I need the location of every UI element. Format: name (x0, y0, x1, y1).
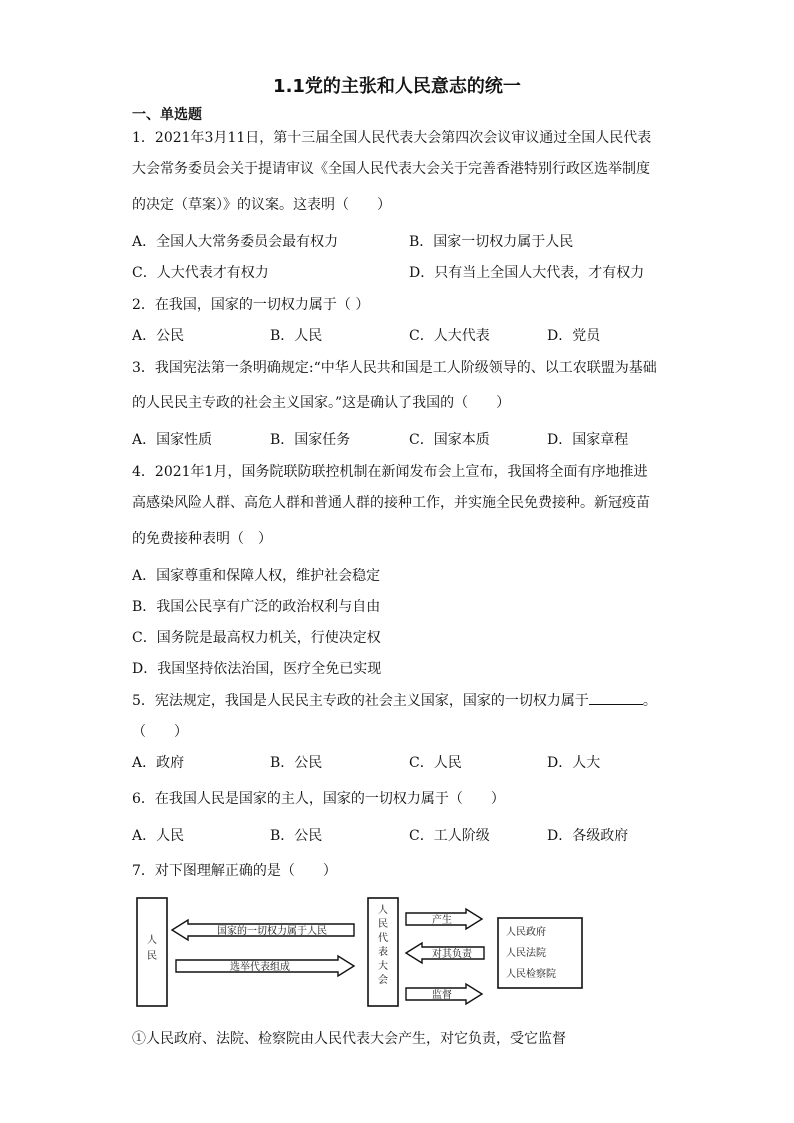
people-label-1: 人 (147, 935, 157, 946)
congress-char-5: 大 (378, 961, 388, 972)
arrow-power-label: 国家的一切权力属于人民 (217, 926, 327, 937)
question-5-option-a[interactable]: A．政府 (132, 755, 185, 771)
question-2-line-1: 2．在我国，国家的一切权力属于（ ） (132, 297, 370, 313)
question-5-option-d[interactable]: D．人大 (547, 755, 601, 771)
question-4-line-1: 4．2021年1月，国务院联防联控机制在新闻发布会上宣布，我国将全面有序地推进 (132, 464, 648, 480)
question-3-option-a[interactable]: A．国家性质 (132, 432, 213, 448)
question-4-line-3: 的免费接种表明（ ） (132, 531, 272, 547)
question-1-option-b[interactable]: B．国家一切权力属于人民 (409, 234, 574, 250)
question-4-option-b[interactable]: B．我国公民享有广泛的政治权利与自由 (132, 599, 381, 615)
section-heading: 一、单选题 (132, 107, 202, 123)
question-7-statement-1: ①人民政府、法院、检察院由人民代表大会产生，对它负责，受它监督 (132, 1031, 566, 1047)
question-6-option-d[interactable]: D．各级政府 (547, 828, 629, 844)
question-5-text: 5．宪法规定，我国是人民民主专政的社会主义国家，国家的一切权力属于 (132, 693, 589, 709)
question-1-line-2: 大会常务委员会关于提请审议《全国人民代表大会关于完善香港特别行政区选举制度 (132, 161, 650, 177)
question-3-line-2: 的人民民主专政的社会主义国家。”这是确认了我国的（ ） (132, 395, 511, 411)
organ-procuratorate: 人民检察院 (506, 969, 556, 980)
question-6-option-b[interactable]: B．公民 (270, 828, 323, 844)
congress-char-1: 人 (378, 905, 388, 916)
question-4-option-d[interactable]: D．我国坚持依法治国，医疗全免已实现 (132, 661, 382, 677)
question-2-option-c[interactable]: C．人大代表 (409, 328, 490, 344)
question-1-option-a[interactable]: A．全国人大常务委员会最有权力 (132, 234, 339, 250)
page-title: 1.1党的主张和人民意志的统一 (273, 76, 521, 97)
question-4-option-a[interactable]: A．国家尊重和保障人权，维护社会稳定 (132, 568, 381, 584)
question-2-option-b[interactable]: B．人民 (270, 328, 323, 344)
question-1-line-1: 1．2021年3月11日，第十三届全国人民代表大会第四次会议审议通过全国人民代表 (132, 130, 652, 146)
question-1-option-c[interactable]: C．人大代表才有权力 (132, 265, 269, 281)
question-6-option-a[interactable]: A．人民 (132, 828, 185, 844)
question-5-line-1 (132, 692, 657, 710)
question-3-option-c[interactable]: C．国家本质 (409, 432, 490, 448)
arrow-produce-label: 产生 (432, 915, 452, 926)
question-1-option-d[interactable]: D．只有当上全国人大代表，才有权力 (409, 265, 645, 281)
question-4-line-2: 高感染风险人群、高危人群和普通人群的接种工作，并实施全民免费接种。新冠疫苗 (132, 495, 650, 511)
question-6-option-c[interactable]: C．工人阶级 (409, 828, 490, 844)
organ-court: 人民法院 (506, 948, 546, 959)
question-6-line-1: 6．在我国人民是国家的主人，国家的一切权力属于（ ） (132, 791, 505, 807)
arrow-elect-label: 选举代表组成 (230, 962, 290, 973)
congress-char-4: 表 (378, 947, 388, 958)
people-label-2: 民 (147, 951, 157, 962)
congress-char-3: 代 (378, 933, 388, 944)
answer-blank[interactable] (589, 692, 643, 705)
question-5-option-b[interactable]: B．公民 (270, 755, 323, 771)
organ-government: 人民政府 (506, 927, 546, 938)
question-3-line-1: 3．我国宪法第一条明确规定:“中华人民共和国是工人阶级领导的、以工农联盟为基础 (132, 360, 657, 376)
question-5-line-2: （ ） (132, 724, 188, 740)
arrow-responsible-label: 对其负责 (432, 949, 472, 960)
question-3-option-d[interactable]: D．国家章程 (547, 432, 629, 448)
question-2-option-d[interactable]: D．党员 (547, 328, 601, 344)
question-5-option-c[interactable]: C．人民 (409, 755, 462, 771)
state-power-diagram (132, 893, 592, 1013)
question-7-line-1: 7．对下图理解正确的是（ ） (132, 863, 337, 879)
question-1-line-3: 的决定（草案）》的议案。这表明（ ） (132, 197, 391, 213)
question-2-option-a[interactable]: A．公民 (132, 328, 185, 344)
question-4-option-c[interactable]: C．国务院是最高权力机关，行使决定权 (132, 630, 381, 646)
question-3-option-b[interactable]: B．国家任务 (270, 432, 351, 448)
question-5-period: 。 (642, 693, 657, 709)
congress-char-2: 民 (378, 919, 388, 930)
congress-char-6: 会 (378, 975, 388, 986)
arrow-supervise-label: 监督 (432, 990, 452, 1001)
